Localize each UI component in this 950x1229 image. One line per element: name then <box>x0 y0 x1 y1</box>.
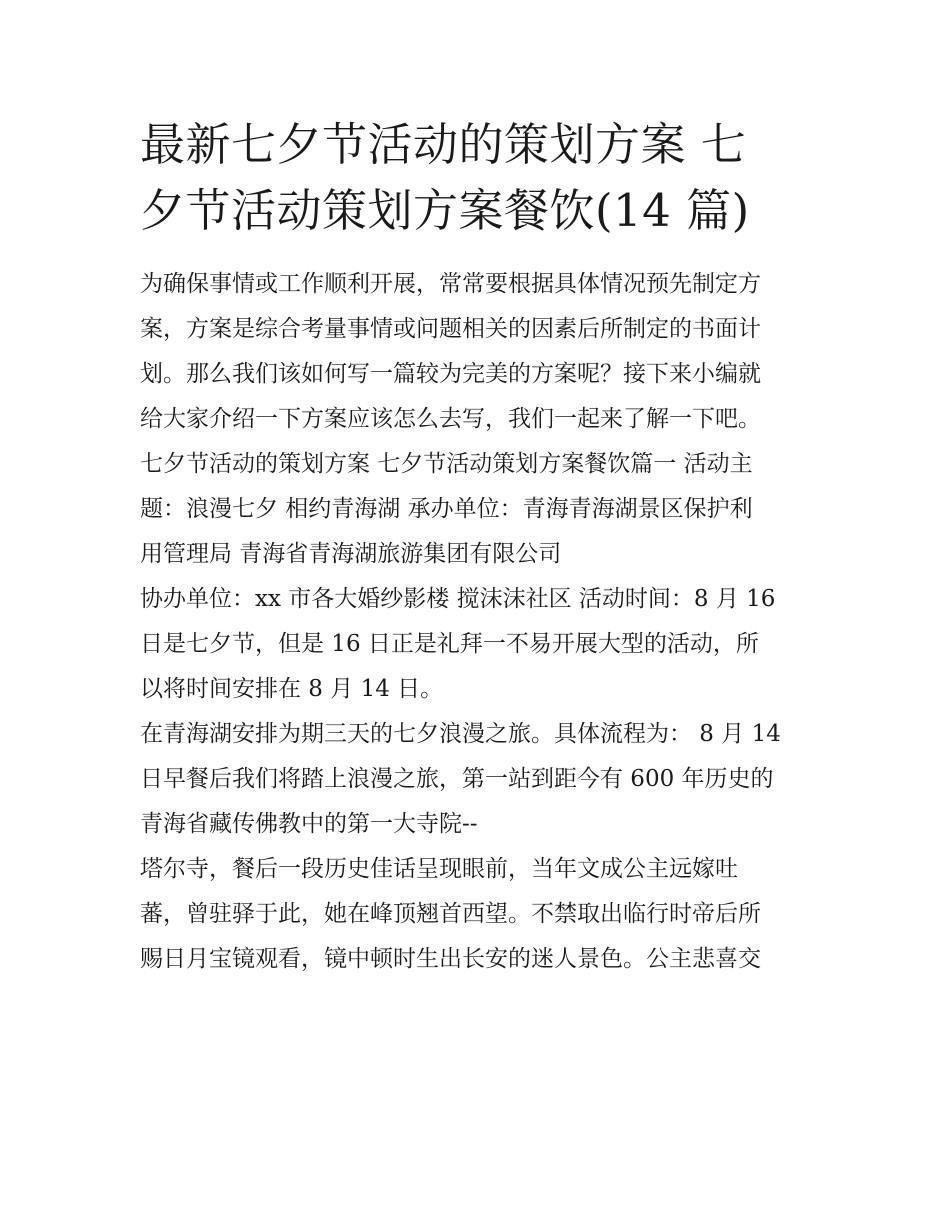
document-body <box>140 112 812 982</box>
paragraph-itinerary <box>140 712 812 847</box>
document-title <box>140 112 812 244</box>
text-line: 七夕节活动的策划方案 七夕节活动策划方案餐饮篇一 活动主 <box>140 451 753 477</box>
text-line: 案，方案是综合考量事情或问题相关的因素后所制定的书面计 <box>140 316 761 342</box>
text-line: 赐日月宝镜观看，镜中顿时生出长安的迷人景色。公主悲喜交 <box>140 946 761 972</box>
text-line: 给大家介绍一下方案应该怎么去写，我们一起来了解一下吧。 <box>140 406 761 432</box>
text-line: 划。那么我们该如何写一篇较为完美的方案呢？接下来小编就 <box>140 361 761 387</box>
text-line: 青海省藏传佛教中的第一大寺院-- <box>140 811 478 837</box>
text-line: 日是七夕节，但是 16 日正是礼拜一不易开展大型的活动，所 <box>140 631 759 657</box>
text-line: 用管理局 青海省青海湖旅游集团有限公司 <box>140 541 562 567</box>
paragraph-taer-temple <box>140 847 812 982</box>
text-line: 为确保事情或工作顺利开展，常常要根据具体情况预先制定方 <box>140 271 761 297</box>
text-line: 在青海湖安排为期三天的七夕浪漫之旅。具体流程为： 8 月 14 <box>140 721 781 747</box>
paragraph-intro <box>140 262 812 442</box>
text-line: 日早餐后我们将踏上浪漫之旅，第一站到距今有 600 年历史的 <box>140 766 774 792</box>
text-line: 蕃，曾驻驿于此，她在峰顶翘首西望。不禁取出临行时帝后所 <box>140 901 761 927</box>
title-line: 最新七夕节活动的策划方案 七 <box>140 118 747 171</box>
paragraph-co-organizer <box>140 577 812 712</box>
paragraph-theme <box>140 442 812 577</box>
text-line: 以将时间安排在 8 月 14 日。 <box>140 676 444 702</box>
text-line: 塔尔寺，餐后一段历史佳话呈现眼前，当年文成公主远嫁吐 <box>140 856 738 882</box>
text-line: 协办单位：xx 市各大婚纱影楼 搅沫沫社区 活动时间：8 月 16 <box>140 586 776 612</box>
text-line: 题：浪漫七夕 相约青海湖 承办单位：青海青海湖景区保护利 <box>140 496 753 522</box>
title-line: 夕节活动策划方案餐饮(14 篇) <box>140 184 750 237</box>
